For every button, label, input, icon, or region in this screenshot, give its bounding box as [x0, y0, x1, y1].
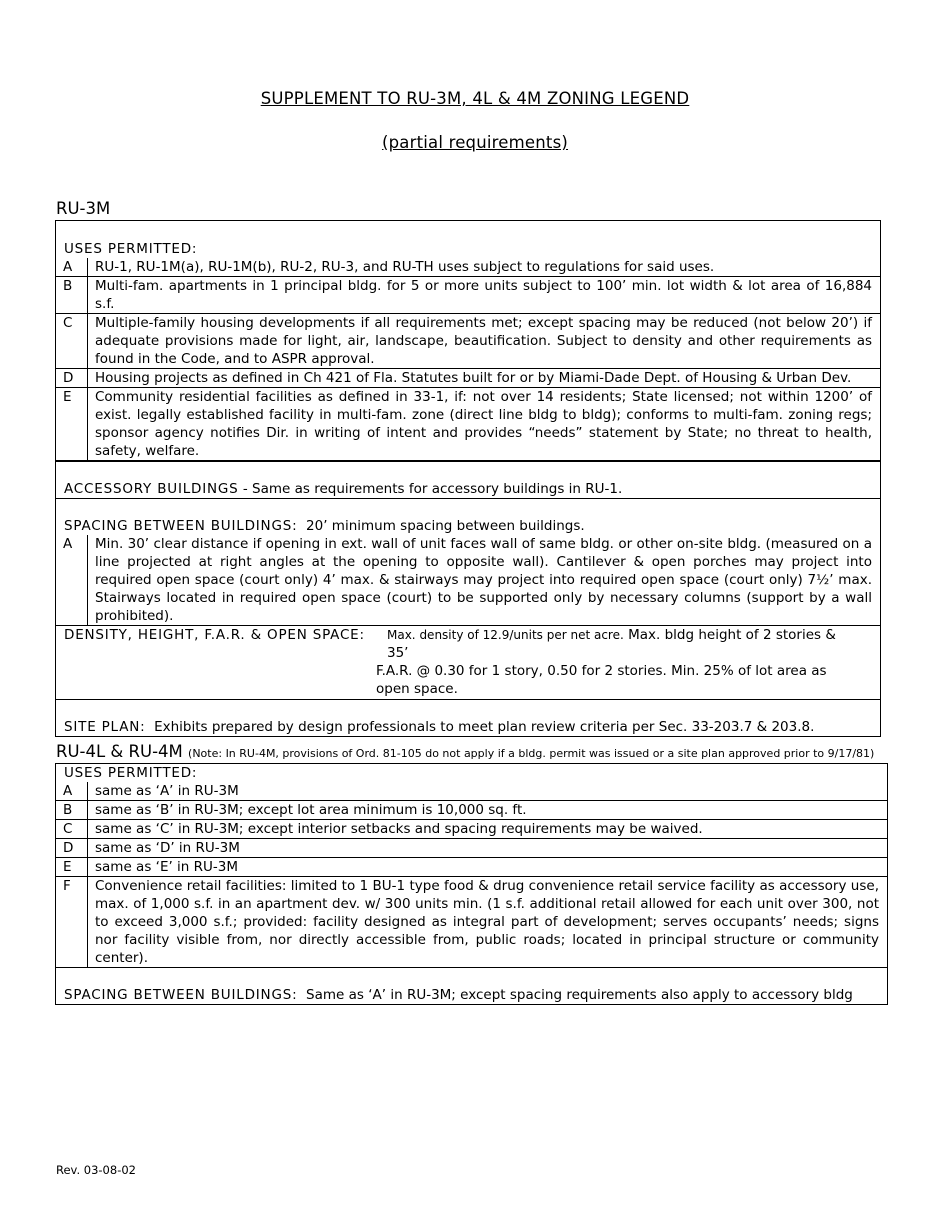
ru3m-siteplan-row [56, 699, 880, 736]
item-letter: C [56, 314, 88, 368]
item-letter: D [56, 839, 88, 857]
ru4-table [55, 763, 888, 1005]
table-row [56, 368, 880, 387]
density-small: Max. density of 12.9/units per net acre. [387, 628, 624, 642]
item-letter: E [56, 858, 88, 876]
table-row [56, 258, 880, 276]
ru4-note: (Note: In RU-4M, provisions of Ord. 81-105 do not apply if a bldg. permit was issued or a site plan approved prior to 9/17/81) [188, 747, 875, 760]
table-row [56, 857, 887, 876]
item-letter: C [56, 820, 88, 838]
ru3m-accessory-row [56, 460, 880, 498]
page-title: SUPPLEMENT TO RU-3M, 4L & 4M ZONING LEGEND [260, 89, 690, 108]
section-heading-ru4 [56, 742, 874, 761]
section-heading-ru3m: RU-3M [56, 199, 111, 218]
table-row [56, 276, 880, 313]
ru3m-spacing-list [56, 535, 880, 625]
ru3m-table [55, 220, 881, 737]
spacing-text: 20’ minimum spacing between buildings. [306, 518, 585, 534]
ru4-uses-list [56, 782, 887, 967]
item-text: same as ‘B’ in RU-3M; except lot area minimum is 10,000 sq. ft. [95, 802, 527, 818]
table-row [56, 876, 887, 967]
ru3m-spacing-row [56, 498, 880, 535]
table-row [56, 535, 880, 625]
uses-permitted-label: USES PERMITTED: [64, 241, 198, 257]
page-subtitle: (partial requirements) [381, 133, 569, 152]
siteplan-text: Exhibits prepared by design professionals to meet plan review criteria per Sec. 33-203.7 & 203.8. [154, 719, 815, 735]
item-text: Multi-fam. apartments in 1 principal bldg. for 5 or more units subject to 100’ min. lot width & lot area of 16,884 s.f. [95, 278, 872, 312]
item-letter: A [56, 535, 88, 625]
table-row [56, 313, 880, 368]
item-letter: B [56, 801, 88, 819]
item-text: Housing projects as defined in Ch 421 of Fla. Statutes built for or by Miami-Dade Dept. of Housing & Urban Dev. [95, 370, 852, 386]
revision-footer: Rev. 03-08-02 [56, 1163, 136, 1177]
item-text: same as ‘E’ in RU-3M [95, 859, 239, 875]
item-text: same as ‘A’ in RU-3M [95, 783, 239, 799]
table-row [56, 838, 887, 857]
spacing-label: SPACING BETWEEN BUILDINGS: [64, 987, 298, 1003]
item-letter: A [56, 258, 88, 276]
item-letter: B [56, 277, 88, 313]
item-text: same as ‘D’ in RU-3M [95, 840, 240, 856]
accessory-label: ACCESSORY BUILDINGS [64, 481, 239, 497]
ru3m-density-row [56, 625, 880, 699]
item-text: same as ‘C’ in RU-3M; except interior setbacks and spacing requirements may be waived. [95, 821, 703, 837]
density-text-1: Max. bldg height of 2 stories & 35’ [387, 627, 836, 661]
density-label: DENSITY, HEIGHT, F.A.R. & OPEN SPACE: [64, 627, 365, 643]
table-row [56, 782, 887, 800]
siteplan-label: SITE PLAN: [64, 719, 146, 735]
accessory-text: - Same as requirements for accessory buildings in RU-1. [242, 481, 623, 497]
item-letter: F [56, 877, 88, 967]
density-text-2: F.A.R. @ 0.30 for 1 story, 0.50 for 2 stories. Min. 25% of lot area as open space. [376, 663, 827, 697]
item-text: Min. 30’ clear distance if opening in ext. wall of unit faces wall of same bldg. or other on-site bldg. (measured on a line projected at right angles at the opening to opposite wall). Cantilever & open porches may project into required open space (court only) 4’ max. & stairways may project into required open space (court only) 7½’ max. Stairways located in required open space (court) to be supported only by necessary columns (support by a wall prohibited). [95, 536, 872, 624]
item-letter: E [56, 388, 88, 460]
table-row [56, 387, 880, 460]
item-letter: D [56, 369, 88, 387]
item-text: Multiple-family housing developments if all requirements met; except spacing may be reduced (not below 20’) if adequate provisions made for light, air, landscape, beautification. Subject to density and other requirements as found in the Code, and to ASPR approval. [95, 315, 872, 367]
item-text: RU-1, RU-1M(a), RU-1M(b), RU-2, RU-3, and RU-TH uses subject to regulations for said uses. [95, 259, 715, 275]
item-text: Convenience retail facilities: limited to 1 BU-1 type food & drug convenience retail service facility as accessory use, max. of 1,000 s.f. in an apartment dev. w/ 300 units min. (1 s.f. additional retail allowed for each unit over 300, not to exceed 3,000 s.f.; provided: facility designed as integral part of development; serves occupants’ needs; signs nor facility visible from, nor directly accessible from, public roads; located in principal structure or community center). [95, 878, 879, 966]
spacing-text: Same as ‘A’ in RU-3M; except spacing requirements also apply to accessory bldg [306, 987, 853, 1003]
uses-permitted-label: USES PERMITTED: [64, 765, 198, 781]
table-row [56, 800, 887, 819]
ru4-spacing-row [56, 967, 887, 1004]
ru4-heading-text: RU-4L & RU-4M [56, 742, 183, 761]
ru3m-uses-header [56, 221, 880, 258]
spacing-label: SPACING BETWEEN BUILDINGS: [64, 518, 298, 534]
ru3m-uses-list [56, 258, 880, 460]
item-letter: A [56, 782, 88, 800]
table-row [56, 819, 887, 838]
item-text: Community residential facilities as defined in 33-1, if: not over 14 residents; State licensed; not within 1200’ of exist. legally established facility in multi-fam. zone (direct line bldg to bldg); conforms to multi-fam. zoning regs; sponsor agency notifies Dir. in writing of intent and provides “needs” statement by State; no threat to health, safety, welfare. [95, 389, 872, 459]
ru4-uses-header [56, 764, 887, 782]
